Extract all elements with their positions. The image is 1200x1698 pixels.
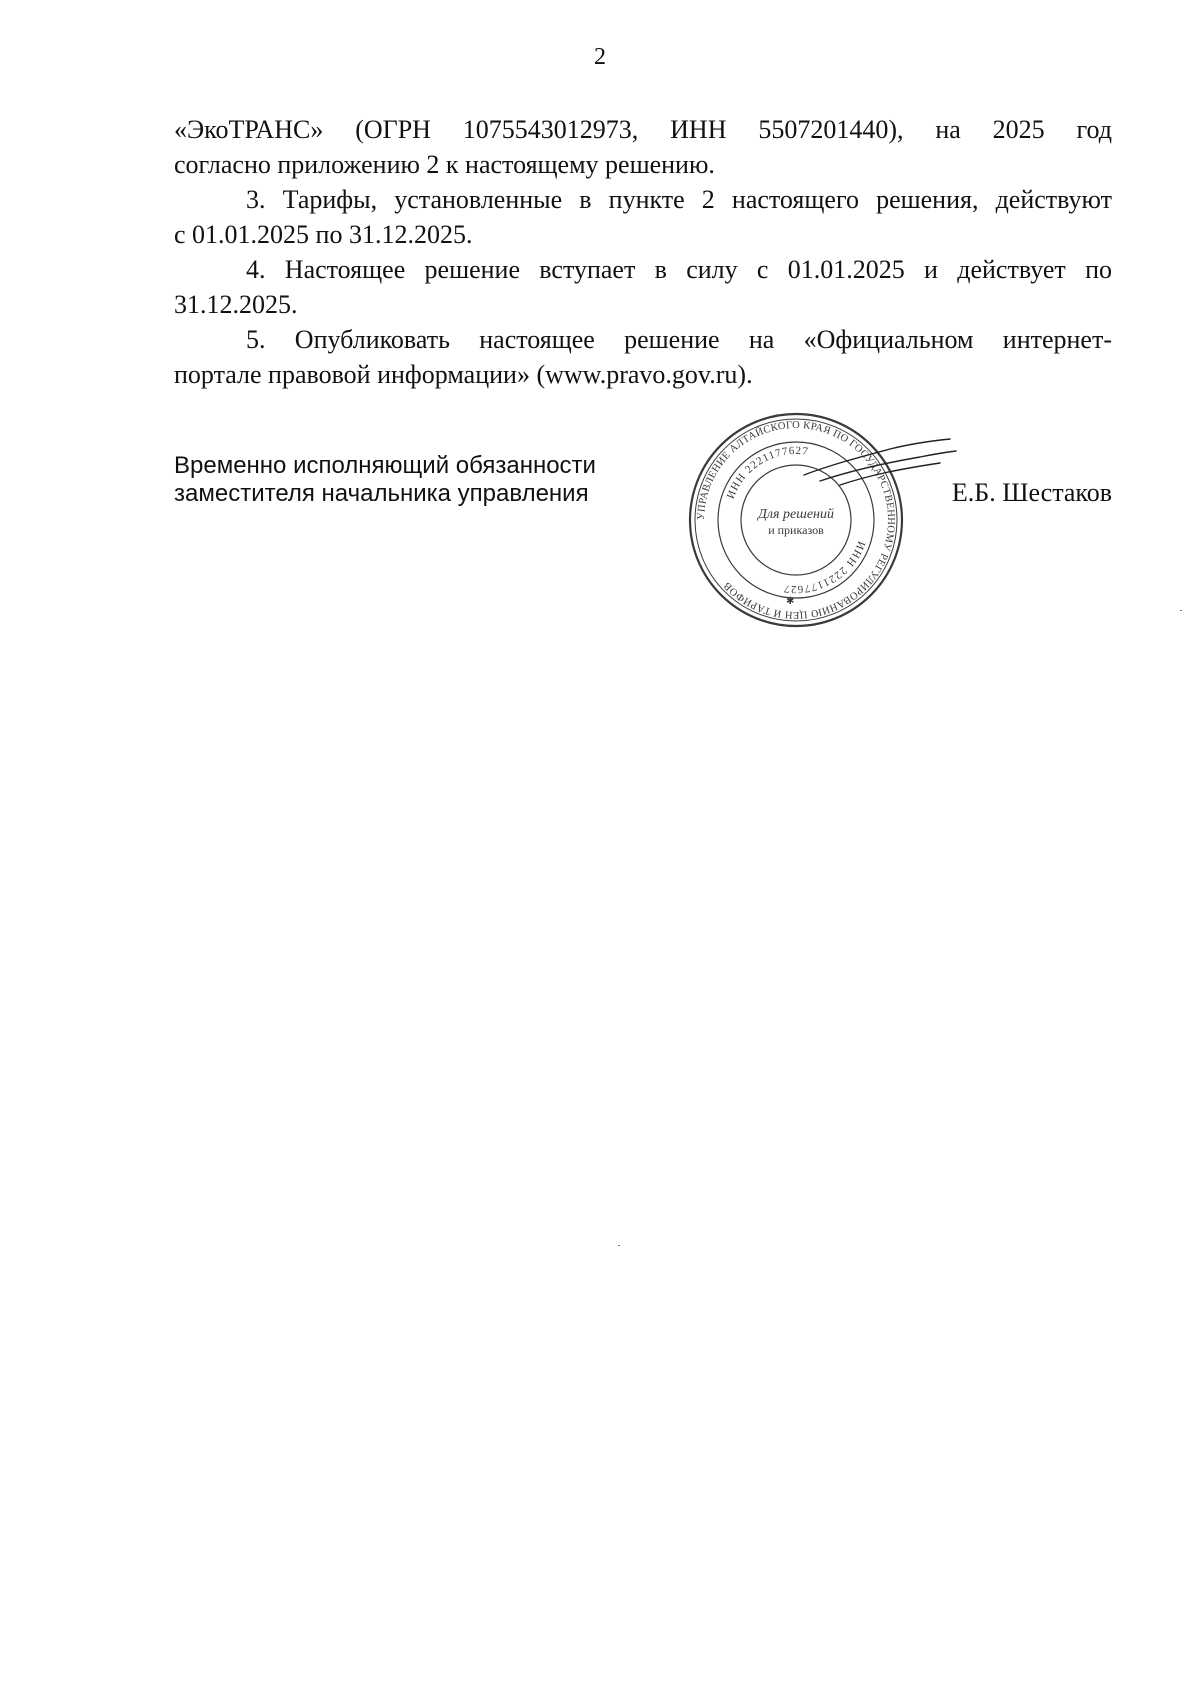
seal-center-line2: и приказов	[768, 523, 824, 537]
handwritten-signature	[800, 435, 960, 495]
paragraph-line: согласно приложению 2 к настоящему решению.	[174, 150, 715, 179]
paragraph-item-5	[174, 322, 1112, 392]
seal-center-line1: Для решений	[758, 507, 834, 522]
seal-inn-text-bottom: ИНН 2221177627	[782, 539, 868, 596]
paragraph-line: 3. Тарифы, установленные в пункте 2 настоящего решения, действуют	[246, 185, 1112, 214]
seal-star-icon: ✱	[786, 596, 795, 607]
signatory-name: Е.Б. Шестаков	[951, 478, 1112, 507]
seal-inn-text: ИНН 2221177627	[724, 444, 810, 501]
paragraph-line: с 01.01.2025 по 31.12.2025.	[174, 220, 473, 249]
signatory-position-line: Временно исполняющий обязанности	[174, 452, 596, 479]
document-body	[174, 112, 1112, 392]
seal-outer-text: УПРАВЛЕНИЕ АЛТАЙСКОГО КРАЯ ПО ГОСУДАРСТВЕННОМУ РЕГУЛИРОВАНИЮ ЦЕН И ТАРИФОВ	[695, 419, 897, 621]
signatory-position	[174, 452, 634, 508]
paragraph-item-4	[174, 252, 1112, 322]
paragraph-line: 5. Опубликовать настоящее решение на «Официальном интернет-	[246, 325, 1112, 354]
paragraph-line: 31.12.2025.	[174, 290, 298, 319]
page-number: 2	[594, 44, 606, 70]
scan-speck	[618, 1245, 620, 1246]
paragraph-continuation	[174, 112, 1112, 182]
scan-speck	[1180, 610, 1182, 611]
paragraph-item-3	[174, 182, 1112, 252]
paragraph-line: 4. Настоящее решение вступает в силу с 01.01.2025 и действует по	[246, 255, 1112, 284]
signatory-position-line: заместителя начальника управления	[174, 480, 589, 507]
paragraph-line: портале правовой информации» (www.pravo.gov.ru).	[174, 360, 753, 389]
paragraph-line: «ЭкоТРАНС» (ОГРН 1075543012973, ИНН 5507201440), на 2025 год	[174, 115, 1112, 144]
